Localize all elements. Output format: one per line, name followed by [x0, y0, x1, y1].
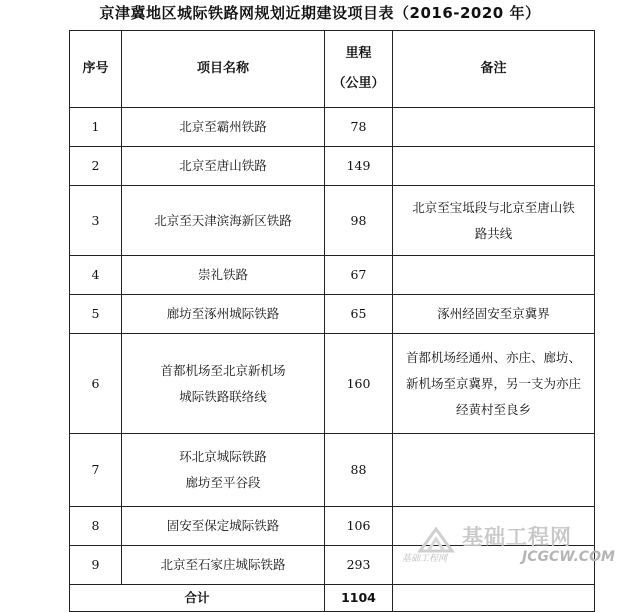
total-note — [393, 585, 595, 612]
table-row — [70, 108, 595, 147]
header-row — [70, 31, 595, 108]
table-body — [70, 108, 595, 585]
watermark-small: 基础工程网 — [402, 554, 448, 564]
row-project-name — [122, 147, 325, 186]
table-row — [70, 434, 595, 507]
project-name-line: 北京至石家庄城际铁路 — [160, 557, 286, 572]
row-length: 149 — [325, 147, 393, 186]
project-name-line: 环北京城际铁路 — [179, 449, 267, 464]
note-line: 首都机场经通州、亦庄、廊坊、 — [405, 349, 581, 365]
row-project-name — [122, 507, 325, 546]
row-number: 1 — [70, 108, 122, 147]
total-length: 1104 — [325, 585, 393, 612]
note-line: 经黄村至良乡 — [455, 401, 531, 417]
watermark — [402, 519, 632, 571]
row-number: 8 — [70, 507, 122, 546]
row-length: 293 — [325, 546, 393, 585]
row-length: 65 — [325, 295, 393, 334]
row-length: 160 — [325, 334, 393, 434]
row-length: 67 — [325, 256, 393, 295]
header-name: 项目名称 — [122, 31, 325, 108]
project-name-line: 北京至唐山铁路 — [179, 158, 267, 173]
row-project-name — [122, 108, 325, 147]
note-line: 北京至宝坻段与北京至唐山铁 — [412, 199, 575, 215]
note-line: 涿州经固安至京冀界 — [437, 306, 550, 321]
row-number: 9 — [70, 546, 122, 585]
project-name-line: 北京至霸州铁路 — [179, 119, 267, 134]
row-note — [393, 434, 595, 507]
row-note — [393, 108, 595, 147]
row-note — [393, 334, 595, 434]
project-name-line: 廊坊至平谷段 — [185, 475, 261, 490]
project-name-line: 廊坊至涿州城际铁路 — [166, 306, 280, 321]
row-project-name — [122, 186, 325, 256]
row-note — [393, 147, 595, 186]
row-number: 5 — [70, 295, 122, 334]
row-number: 7 — [70, 434, 122, 507]
table-row — [70, 147, 595, 186]
note-line: 新机场至京冀界，另一支为亦庄 — [405, 375, 581, 391]
note-line: 路共线 — [474, 225, 513, 241]
table-row — [70, 186, 595, 256]
row-number: 3 — [70, 186, 122, 256]
row-project-name — [122, 256, 325, 295]
table-title: 京津冀地区城际铁路网规划近期建设项目表（2016-2020 年） — [99, 4, 541, 22]
header-no: 序号 — [70, 31, 122, 108]
table-row — [70, 295, 595, 334]
project-name-line: 北京至天津滨海新区铁路 — [154, 212, 292, 228]
total-label: 合计 — [70, 585, 325, 612]
header-note: 备注 — [393, 31, 595, 108]
header-length — [325, 31, 393, 108]
header-length-line2: （公里） — [332, 76, 385, 91]
watermark-url: JCGCW.COM — [522, 549, 615, 565]
row-length: 78 — [325, 108, 393, 147]
row-length: 98 — [325, 186, 393, 256]
row-length: 88 — [325, 434, 393, 507]
table-row — [70, 256, 595, 295]
row-number: 4 — [70, 256, 122, 295]
header-length-line1: 里程 — [345, 46, 372, 61]
project-name-line: 首都机场至北京新机场 — [160, 362, 286, 378]
row-project-name — [122, 334, 325, 434]
row-number: 6 — [70, 334, 122, 434]
total-row — [70, 585, 595, 612]
row-project-name — [122, 434, 325, 507]
row-number: 2 — [70, 147, 122, 186]
row-note — [393, 256, 595, 295]
row-project-name — [122, 295, 325, 334]
project-name-line: 城际铁路联络线 — [179, 388, 267, 404]
row-length: 106 — [325, 507, 393, 546]
project-name-line: 固安至保定城际铁路 — [166, 518, 280, 533]
row-note — [393, 186, 595, 256]
project-name-line: 崇礼铁路 — [197, 267, 248, 282]
table-row — [70, 334, 595, 434]
watermark-main: 基础工程网 — [462, 525, 572, 549]
row-note — [393, 295, 595, 334]
